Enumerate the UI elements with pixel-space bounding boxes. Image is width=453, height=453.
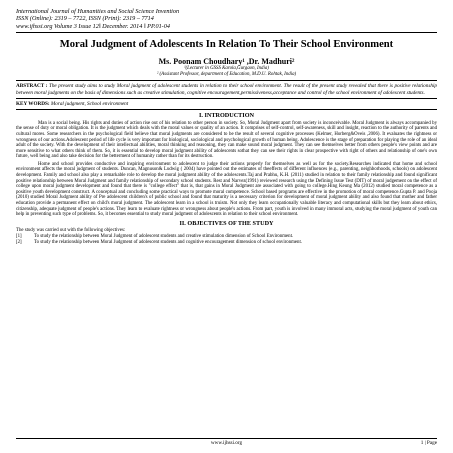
abstract-label: ABSTRACT : xyxy=(16,83,48,90)
authors: Ms. Poonam Choudhary¹ ,Dr. Madhuri² xyxy=(158,56,295,66)
abstract-top-rule xyxy=(16,80,437,81)
intro-paragraph-2: Home and school provides conductive and inspiring environment to adolescent to judge their actions properly for themselves as well as for the society.Researches indicated that home and school environment affects the moral judgment of students. Duncan, Magnuson& Ludwig ( 2004) have pointed out the estimates of theeffects of different influences (e.g., parenting, neighborhoods, schools) on adolescent development. Family and school also play a remarkable role to develop the moral judgment ability of the adolescents.Taj and Prabhu, K.H. (2011) studied in relation to their family relationship and found significant positive relationship between Moral Judgment and family relationship of secondary school students. Rest and Narvez(1991) reviewed research using the Defining Issue Test (DIT) of moral judgement on the effect of college upon moral judgment development and found that there is "college effect" that is, that gains in Moral Judgment are associated with going to college.Hing Keung Ma (2012) studied moral competence as a positive youth development construct. A conceptual and concluding some practical ways to promote moral competence. School based programs are effective in the promotion of moral competence.Gupta P. and Pooja (2010) studied Moral Judgment ability of Pre adolescent children's of public school and found that maturity is a necessary criterion for development of moral judgment ability and also found that mother and father education provide a permanent effect on child's moral judgment. The adolescent learn in a school is truism. Not only they learn occupationally valuable literacy and computational skills but they learn about ethics, citizenship, adequate judgment of people's actions. They learn to evaluate rightness or wrongness about people's actions. From part, youth is involved in many immoral acts, studying the moral judgment of youth can help in preventing such type of problems. So, it becomes essential to study moral judgment of adolescents in relation to their school environment. xyxy=(16,161,437,218)
affiliation-2: ² (Assistant Professor, department of Education, M.D.U. Rohtak, India) xyxy=(156,72,297,78)
list-item xyxy=(16,240,437,246)
section-heading-introduction: I. INTRODUCTION xyxy=(198,112,254,120)
affiliation-1: ¹(Lecturer in GSSS Karola,Gurgaon, India) xyxy=(184,66,269,72)
objective-text: To study the relationship between Moral Judgment of adolescent students and creative stimulation dimension of School Environment. xyxy=(34,234,294,239)
page-number: 1 | Page xyxy=(420,440,437,446)
keywords-label: KEY WORDS: xyxy=(16,100,50,107)
abstract-text: The present study aims to study Moral judgment of adolescent students in relation to their school environment. The result of the present study revealed that there is positive relationship between moral judgments on the basis of dimensions such as creative stimulation, cognitive encouragement,permissiveness,acceptance and control of the school environment of adolescent students. xyxy=(16,83,437,96)
objectives-lead: The study was carried out with the following objectives: xyxy=(16,228,126,234)
keywords-text: Moral judgment, School environment xyxy=(49,100,129,107)
journal-header xyxy=(16,8,437,30)
keywords-rule xyxy=(16,109,437,110)
objectives-list xyxy=(16,234,437,245)
journal-name: International Journal of Humanities and Social Science Invention xyxy=(16,8,180,15)
intro-paragraph-1: Man is a social being. His rights and duties of action rise out of his relation to other person in society. So, Moral Judgment apart from society is inconceivable. Moral Judgment is always accompanied by the sense of duty or moral obligation. It is the judgment which deals with the moral values or quality of an action. It comprises of self-control, self-awareness, skill and insight, reaction to the authority of parents and cultural mores. Some researchers in the psychological field believe that moral judgments are considered to be the result of several cognitive processes (Kelmer, Horberg&Oveis ,2006). It evaluates the rightness or wrongness of our actions.Adolescent period of life cycle is very important for biological, sociological and psychological growth of human being. Adolescence is the stage of preparation for playing the role of an ideal adult of the society. With the development of their intellectual abilities, moral thinking and reasoning, they can make sound moral judgment. They can see themselves better from others people's view points and are more sensitive to what others think of them. So, it is essential to develop moral judgment ability of adolescents sothat they can see their rights in clear prospective with right of others and relationship of one's own future, well being and also take decision for the betterment of humanity rather than for its destruction. xyxy=(16,120,437,160)
abstract-bottom-rule xyxy=(16,98,437,99)
page-footer xyxy=(16,438,437,446)
objective-number: [2] xyxy=(16,239,22,245)
keywords xyxy=(16,101,437,107)
paper-title: Moral Judgment of Adolescents In Relation To Their School Environment xyxy=(59,39,394,51)
section-heading-objectives: II. OBJECTIVES OF THE STUDY xyxy=(179,219,274,227)
abstract xyxy=(16,83,437,95)
journal-volume: www.ijhssi.org Volume 3 Issue 12ǁ December. 2014 ǁ PP.01-04 xyxy=(16,22,170,30)
objective-text: To study the relationship between Moral Judgment of adolescent students and cognitive encouragement dimension of school environment. xyxy=(34,239,303,245)
footer-row xyxy=(16,438,437,446)
objective-number: [1] xyxy=(16,234,22,239)
journal-issn: ISSN (Online): 2319 – 7722, ISSN (Print): 2319 – 7714 xyxy=(16,15,154,23)
footer-url[interactable]: www.ijhssi.org xyxy=(210,440,243,446)
paper-page xyxy=(16,8,437,448)
header-divider xyxy=(16,32,437,33)
